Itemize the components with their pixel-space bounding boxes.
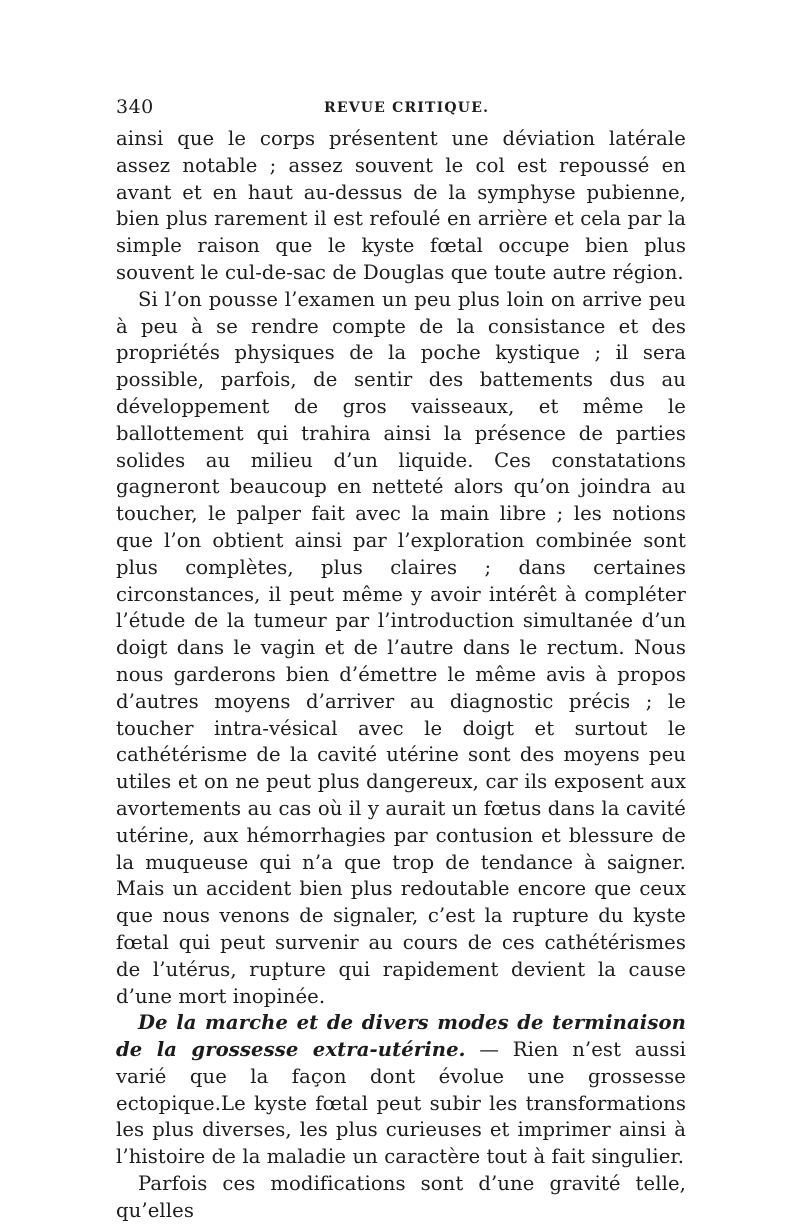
- page-number: 340: [116, 96, 154, 118]
- paragraph-final: Parfois ces modifications sont d’une gravité telle, qu’elles: [116, 1172, 686, 1222]
- running-head: [116, 96, 686, 126]
- section-text: — Rien n’est aussi varié que la façon dont évolue une grossesse ectopique.Le kyste fœtal peut subir les transformations les plus diverses, les plus curieuses et imprimer ainsi à l’histoire de la maladie un caractère tout à fait singulier.: [116, 1038, 686, 1169]
- running-title: REVUE CRITIQUE.: [324, 100, 490, 116]
- paragraph-section-start: [116, 1010, 686, 1171]
- body-text: [116, 126, 686, 1225]
- paragraph-examination: Si l’on pousse l’examen un peu plus loin on arrive peu à peu à se rendre compte de la consistance et des propriétés physiques de la poche kystique ; il sera possible, parfois, de sentir des battements dus au développement de gros vaisseaux, et même le ballottement qui trahira ainsi la présence de parties solides au milieu d’un liquide. Ces constatations gagneront beaucoup en netteté alors qu’on joindra au toucher, le palper fait avec la main libre ; les notions que l’on obtient ainsi par l’exploration combinée sont plus complètes, plus claires ; dans certaines circonstances, il peut même y avoir intérêt à compléter l’étude de la tumeur par l’introduction simultanée d’un doigt dans le vagin et de l’autre dans le rectum. Nous nous garderons bien d’émettre le même avis à propos d’autres moyens d’arriver au diagnostic précis ; le toucher intra-vésical avec le doigt et surtout le cathétérisme de la cavité utérine sont des moyens peu utiles et on ne peut plus dangereux, car ils exposent aux avortements au cas où il y aurait un fœtus dans la cavité utérine, aux hémorrhagies par contusion et blessure de la muqueuse qui n’a que trop de tendance à saigner. Mais un accident bien plus redoutable encore que ceux que nous venons de signaler, c’est la rupture du kyste fœtal qui peut survenir au cours de ces cathétérismes de l’utérus, rupture qui rapidement devient la cause d’une mort inopinée.: [116, 287, 686, 1008]
- book-page: [116, 96, 686, 1225]
- section-heading: De la marche et de divers modes de terminaison de la grossesse extra-utérine.: [116, 1011, 686, 1062]
- paragraph-continued: ainsi que le corps présentent une déviation latérale assez notable ; assez souvent le col est repoussé en avant et en haut au-dessus de la symphyse pubienne, bien plus rarement il est refoulé en arrière et cela par la simple raison que le kyste fœtal occupe bien plus souvent le cul-de-sac de Douglas que toute autre région.: [116, 127, 686, 284]
